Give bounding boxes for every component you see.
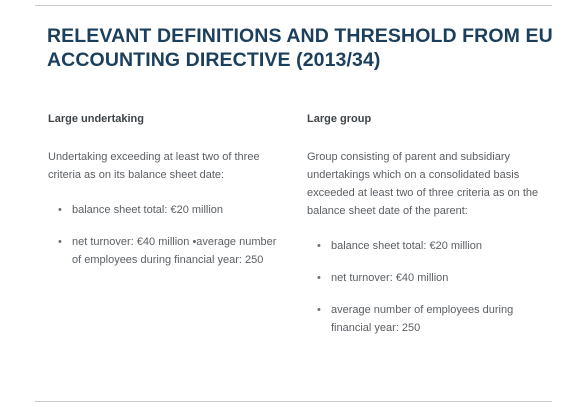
list-item: • balance sheet total: €20 million <box>48 201 288 219</box>
list-item: • net turnover: €40 million <box>307 269 547 287</box>
list-item: • net turnover: €40 million •average number of employees during financial year: 250 <box>48 233 288 269</box>
list-item: • average number of employees during financial year: 250 <box>307 301 547 337</box>
large-undertaking-description: Undertaking exceeding at least two of three criteria as on its balance sheet date: <box>48 151 260 181</box>
large-group-criteria-list <box>307 237 547 337</box>
large-group-section <box>307 112 547 337</box>
large-group-description: Group consisting of parent and subsidiary undertakings which on a consolidated basis exceeded at least two of three criteria as on the balance sheet date of the parent: <box>307 151 539 217</box>
page-title: RELEVANT DEFINITIONS AND THRESHOLD FROM EU ACCOUNTING DIRECTIVE (2013/34) <box>47 25 553 71</box>
bottom-divider <box>35 401 552 402</box>
top-divider <box>35 5 552 6</box>
list-item: • balance sheet total: €20 million <box>307 237 547 255</box>
large-undertaking-heading: Large undertaking <box>48 113 144 125</box>
large-undertaking-section <box>48 112 288 269</box>
large-undertaking-criteria-list <box>48 201 288 269</box>
large-group-heading: Large group <box>307 113 372 125</box>
